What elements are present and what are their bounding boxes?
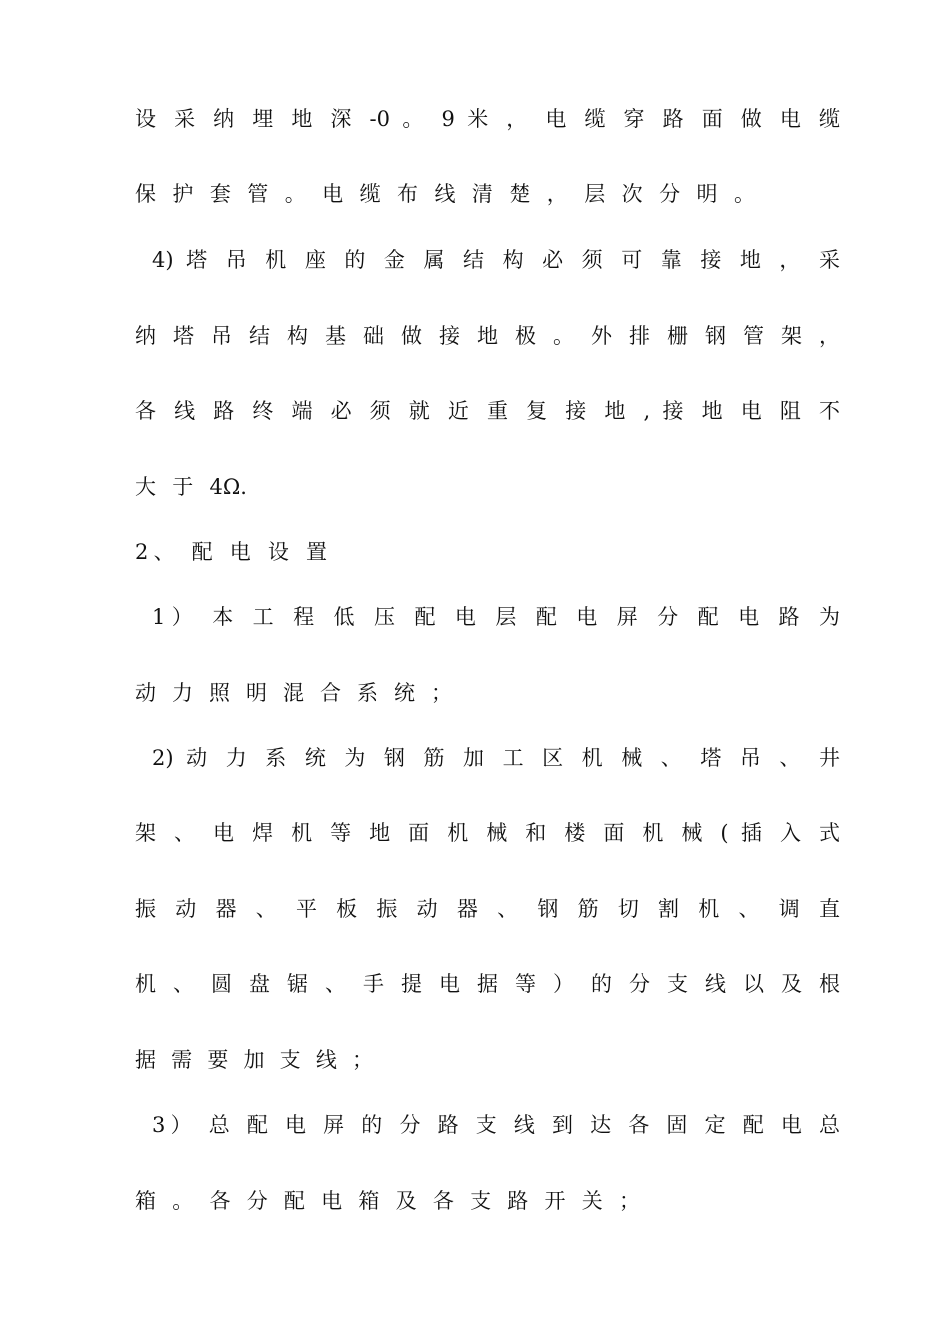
- list-item-4: 4) 塔 吊 机 座 的 金 属 结 构 必 须 可 靠 接 地 ， 采: [152, 248, 840, 272]
- list-item-1: 1） 本 工 程 低 压 配 电 层 配 电 屏 分 配 电 路 为: [152, 605, 840, 629]
- list-item-3: 3） 总 配 电 屏 的 分 路 支 线 到 达 各 固 定 配 电 总: [152, 1113, 840, 1137]
- text-line: 大 于 4Ω.: [135, 475, 247, 499]
- text-line: 动 力 照 明 混 合 系 统 ；: [135, 681, 452, 705]
- text-line: 保 护 套 管 。 电 缆 布 线 清 楚 ， 层 次 分 明 。: [135, 182, 755, 206]
- text-line: 架 、 电 焊 机 等 地 面 机 械 和 楼 面 机 械 ( 插 入 式: [135, 821, 840, 845]
- text-line: 设 采 纳 埋 地 深 -0 。 9 米 ， 电 缆 穿 路 面 做 电 缆: [135, 107, 840, 131]
- text-line: 振 动 器 、 平 板 振 动 器 、 钢 筋 切 割 机 、 调 直: [135, 897, 840, 921]
- section-heading: 2、 配 电 设 置: [135, 540, 327, 564]
- list-item-2: 2) 动 力 系 统 为 钢 筋 加 工 区 机 械 、 塔 吊 、 井: [152, 746, 840, 770]
- text-line: 箱 。 各 分 配 电 箱 及 各 支 路 开 关 ；: [135, 1189, 640, 1213]
- text-line: 纳 塔 吊 结 构 基 础 做 接 地 极 。 外 排 栅 钢 管 架 ，: [135, 324, 840, 348]
- text-line: 各 线 路 终 端 必 须 就 近 重 复 接 地 , 接 地 电 阻 不: [135, 399, 840, 423]
- text-line: 据 需 要 加 支 线 ；: [135, 1048, 373, 1072]
- text-line: 机 、 圆 盘 锯 、 手 提 电 据 等 ） 的 分 支 线 以 及 根: [135, 972, 840, 996]
